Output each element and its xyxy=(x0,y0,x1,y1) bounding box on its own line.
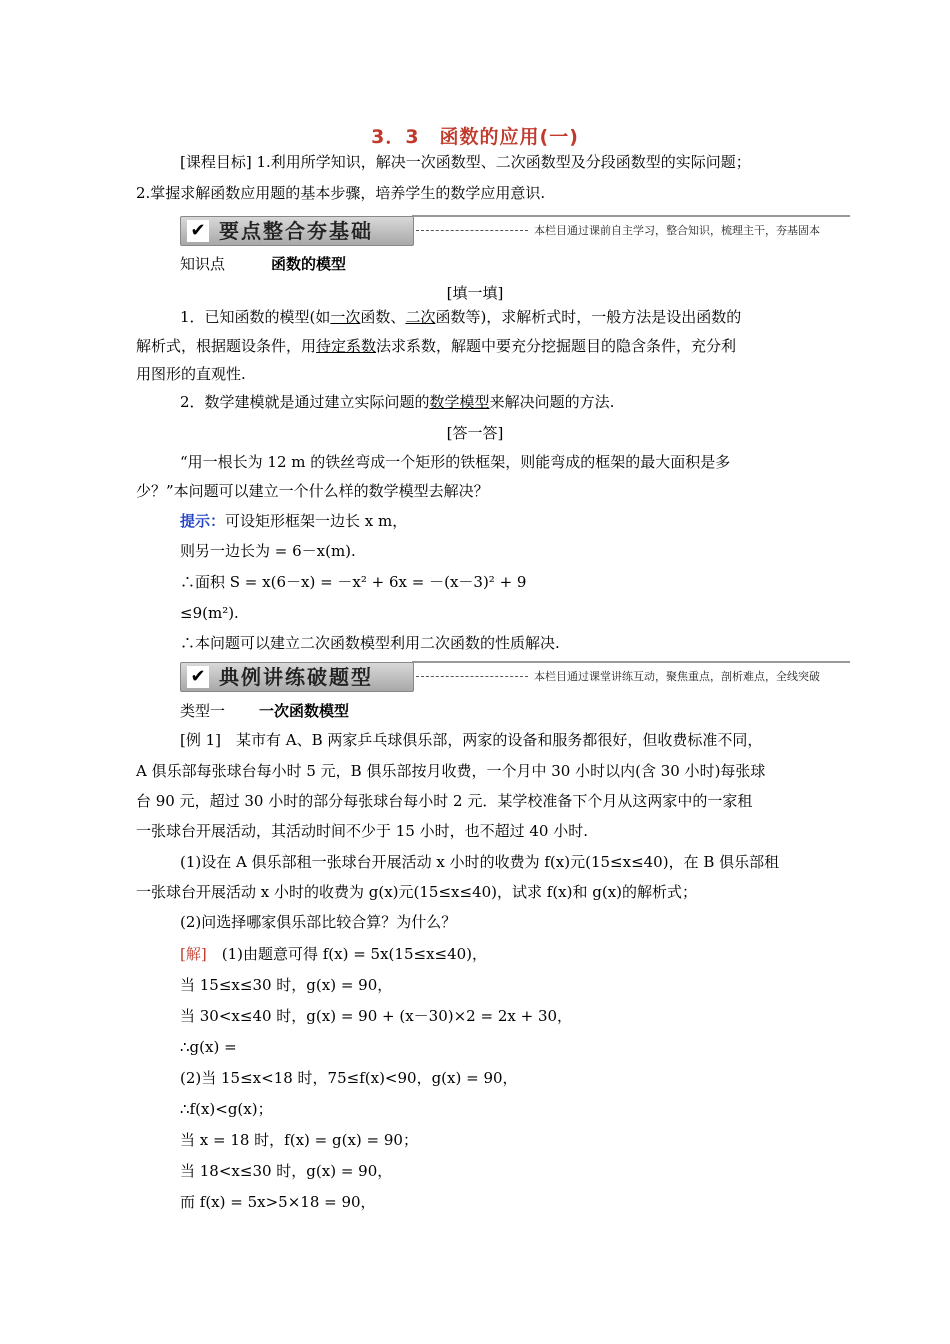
type1-topic: 一次函数模型 xyxy=(259,702,350,720)
fill-p1-line1 xyxy=(180,307,860,327)
question-line-2: 少？”本问题可以建立一个什么样的数学模型去解决？ xyxy=(136,482,489,500)
solution-label: [解] xyxy=(180,945,207,963)
solution-line-2: 当 15≤x≤30 时，g(x) = 90， xyxy=(180,976,393,994)
hint-line-2: 则另一边长为 = 6－x(m). xyxy=(180,542,356,560)
knowledge-label: 知识点 xyxy=(180,255,226,273)
example-line-2: A 俱乐部每张球台每小时 5 元，B 俱乐部按月收费，一个月中 30 小时以内(含 30 小时)每张球 xyxy=(136,762,766,780)
fill-heading: [填一填] xyxy=(446,284,504,302)
banner-dash xyxy=(416,230,528,231)
fill-blank-2: 二次 xyxy=(405,308,436,326)
banner-box xyxy=(180,216,414,246)
knowledge-heading xyxy=(180,253,346,274)
hint-line-4: ≤9(m²). xyxy=(180,604,239,622)
fill-p2 xyxy=(180,392,860,412)
banner-dash xyxy=(416,676,528,677)
banner-rule xyxy=(412,215,850,217)
example-line-3: 台 90 元，超过 30 小时的部分每张球台每小时 2 元．某学校准备下个月从这两家中的一家租 xyxy=(136,792,753,810)
fill-text: 函数、 xyxy=(360,308,406,326)
fill-blank-1: 一次 xyxy=(330,308,361,326)
fill-text: 函数等)，求解析式时，一般方法是设出函数的 xyxy=(435,308,742,326)
fill-text: 来解决问题的方法. xyxy=(489,393,615,411)
banner-description: 本栏目通过课堂讲练互动，聚焦重点，剖析难点，全线突破 xyxy=(534,670,820,683)
fill-text: 2．数学建模就是通过建立实际问题的 xyxy=(180,393,430,411)
solution-line-7: 当 x = 18 时，f(x) = g(x) = 90； xyxy=(180,1131,418,1149)
type1-heading xyxy=(180,700,349,721)
section-banner-2 xyxy=(180,660,850,694)
hint-line xyxy=(180,511,860,531)
example-line-1 xyxy=(180,730,860,750)
fill-p1-line2 xyxy=(136,336,816,356)
fill-blank-3: 待定系数 xyxy=(316,337,377,355)
example-q1-line-1: (1)设在 A 俱乐部租一张球台开展活动 x 小时的收费为 f(x)元(15≤x≤40)，在 B 俱乐部租 xyxy=(180,853,780,871)
hint-text: 可设矩形框架一边长 x m， xyxy=(225,512,408,530)
objectives-line-2: 2.掌握求解函数应用题的基本步骤，培养学生的数学应用意识. xyxy=(136,184,546,202)
objectives-line-1 xyxy=(180,152,860,172)
hint-label: 提示： xyxy=(180,512,226,530)
knowledge-topic: 函数的模型 xyxy=(271,255,347,273)
solution-line-8: 当 18<x≤30 时，g(x) = 90， xyxy=(180,1162,393,1180)
answer-heading: [答一答] xyxy=(446,424,504,442)
hint-line-3: ∴面积 S = x(6－x) = －x² + 6x = －(x－3)² + 9 xyxy=(180,573,527,591)
solution-line-1 xyxy=(180,944,860,964)
solution-line-5: (2)当 15≤x<18 时，75≤f(x)<90，g(x) = 90， xyxy=(180,1069,518,1087)
fill-p1-line3: 用图形的直观性. xyxy=(136,365,246,383)
check-icon: ✔ xyxy=(187,666,209,688)
hint-line-5: ∴本问题可以建立二次函数模型利用二次函数的性质解决. xyxy=(180,634,560,652)
banner-rule xyxy=(412,661,850,663)
page-title: 3．3 函数的应用(一) xyxy=(371,126,579,148)
banner-description: 本栏目通过课前自主学习，整合知识，梳理主干，夯基固本 xyxy=(534,224,820,237)
example-line-4: 一张球台开展活动，其活动时间不少于 15 小时，也不超过 40 小时. xyxy=(136,822,589,840)
banner-box xyxy=(180,662,414,692)
objectives-label: [课程目标] xyxy=(180,153,252,171)
fill-text: 解析式，根据题设条件，用 xyxy=(136,337,317,355)
solution-line-6: ∴f(x)<g(x)； xyxy=(180,1100,273,1118)
solution-text: (1)由题意可得 f(x) = 5x(15≤x≤40)， xyxy=(206,945,488,963)
solution-line-3: 当 30<x≤40 时，g(x) = 90 + (x－30)×2 = 2x + 30， xyxy=(180,1007,573,1025)
fill-text: 1．已知函数的模型(如 xyxy=(180,308,331,326)
check-icon: ✔ xyxy=(187,220,209,242)
section-banner-1 xyxy=(180,214,850,248)
example-label: [例 1] xyxy=(180,731,222,749)
banner-title: 典例讲练破题型 xyxy=(219,665,373,689)
example-q2: (2)问选择哪家俱乐部比较合算？为什么？ xyxy=(180,913,457,931)
fill-text: 法求系数，解题中要充分挖掘题目的隐含条件，充分利 xyxy=(376,337,737,355)
banner-title: 要点整合夯基础 xyxy=(219,219,373,243)
fill-blank-4: 数学模型 xyxy=(429,393,490,411)
solution-line-4: ∴g(x) = xyxy=(180,1038,237,1056)
example-text: 某市有 A、B 两家乒乓球俱乐部，两家的设备和服务都很好，但收费标准不同， xyxy=(221,731,763,749)
example-q1-line-2: 一张球台开展活动 x 小时的收费为 g(x)元(15≤x≤40)，试求 f(x)和 g(x)的解析式； xyxy=(136,883,698,901)
objectives-text-1: 1.利用所学知识，解决一次函数型、二次函数型及分段函数型的实际问题； xyxy=(251,153,751,171)
question-line-1: “用一根长为 12 m 的铁丝弯成一个矩形的铁框架，则能弯成的框架的最大面积是多 xyxy=(180,453,731,471)
type1-label: 类型一 xyxy=(180,702,226,720)
solution-line-9: 而 f(x) = 5x>5×18 = 90， xyxy=(180,1193,376,1211)
